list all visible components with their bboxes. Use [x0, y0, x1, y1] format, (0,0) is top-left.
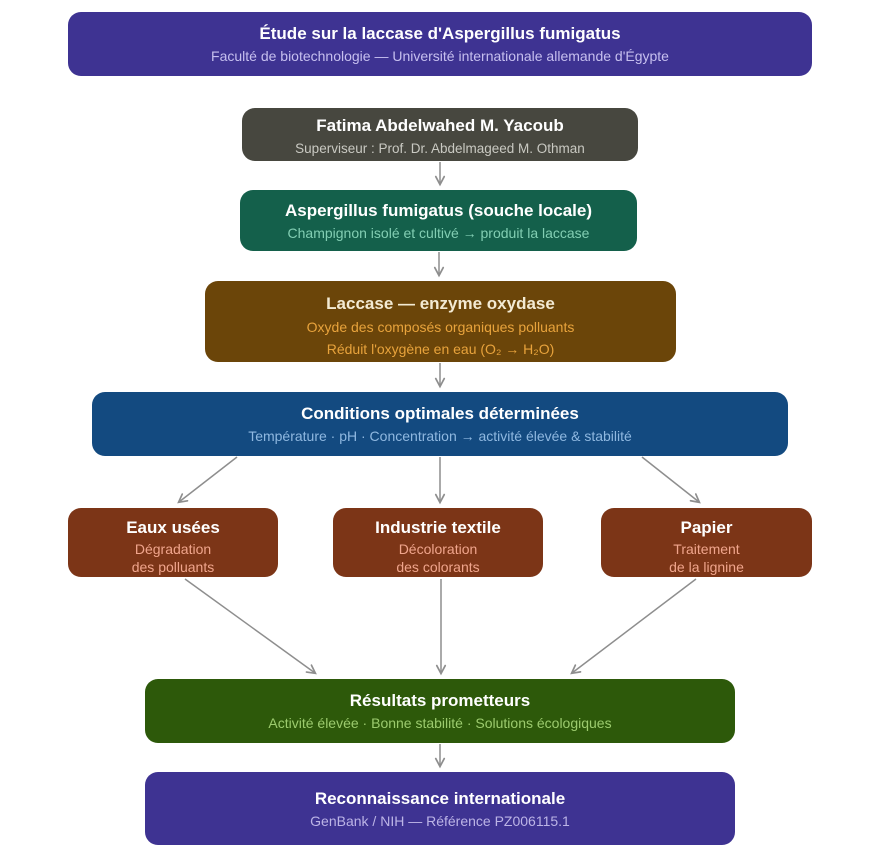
- papier-line1: Traitement: [673, 541, 740, 557]
- node-papier: [601, 508, 812, 577]
- recognition-title: Reconnaissance internationale: [314, 789, 566, 808]
- arrow-conditions-to-eaux: [179, 457, 237, 502]
- laccase-title: Laccase — enzyme oxydase: [326, 294, 555, 313]
- eaux-line1: Dégradation: [134, 541, 212, 557]
- laccase-line1: Oxyde des composés organiques polluants: [306, 319, 575, 335]
- header-subtitle: Faculté de biotechnologie — Université internationale allemande d'Égypte: [211, 48, 669, 64]
- papier-title: Papier: [680, 518, 733, 537]
- arrow-conditions-to-papier: [642, 457, 699, 502]
- node-header: [68, 12, 812, 76]
- node-industrie-textile: [333, 508, 543, 577]
- textile-title: Industrie textile: [375, 518, 501, 537]
- papier-line2: de la lignine: [669, 559, 744, 575]
- fungus-title: Aspergillus fumigatus (souche locale): [284, 201, 592, 220]
- node-eaux-usees: [68, 508, 278, 577]
- fungus-subtitle: Champignon isolé et cultivé → produit la laccase: [287, 225, 590, 241]
- node-fungus: [240, 190, 637, 251]
- author-title: Fatima Abdelwahed M. Yacoub: [316, 116, 564, 135]
- node-laccase: [205, 281, 676, 362]
- node-author: [242, 108, 638, 161]
- author-subtitle: Superviseur : Prof. Dr. Abdelmageed M. Othman: [295, 141, 585, 156]
- textile-line2: des colorants: [396, 559, 480, 575]
- node-conditions: [92, 392, 788, 456]
- results-title: Résultats prometteurs: [349, 691, 531, 710]
- arrow-papier-to-results: [572, 579, 696, 673]
- recognition-subtitle: GenBank / NIH — Référence PZ006115.1: [310, 813, 570, 829]
- header-title: Étude sur la laccase d'Aspergillus fumigatus: [259, 24, 621, 43]
- node-recognition: [145, 772, 735, 845]
- conditions-subtitle: Température · pH · Concentration → activité élevée & stabilité: [248, 428, 632, 444]
- eaux-line2: des polluants: [131, 559, 215, 575]
- conditions-title: Conditions optimales déterminées: [301, 404, 579, 423]
- eaux-title: Eaux usées: [126, 518, 220, 537]
- textile-line1: Décoloration: [398, 541, 478, 557]
- laccase-line2: Réduit l'oxygène en eau (O₂ → H₂O): [326, 341, 555, 357]
- results-subtitle: Activité élevée · Bonne stabilité · Solutions écologiques: [268, 715, 612, 731]
- arrow-eaux-to-results: [185, 579, 315, 673]
- node-results: [145, 679, 735, 743]
